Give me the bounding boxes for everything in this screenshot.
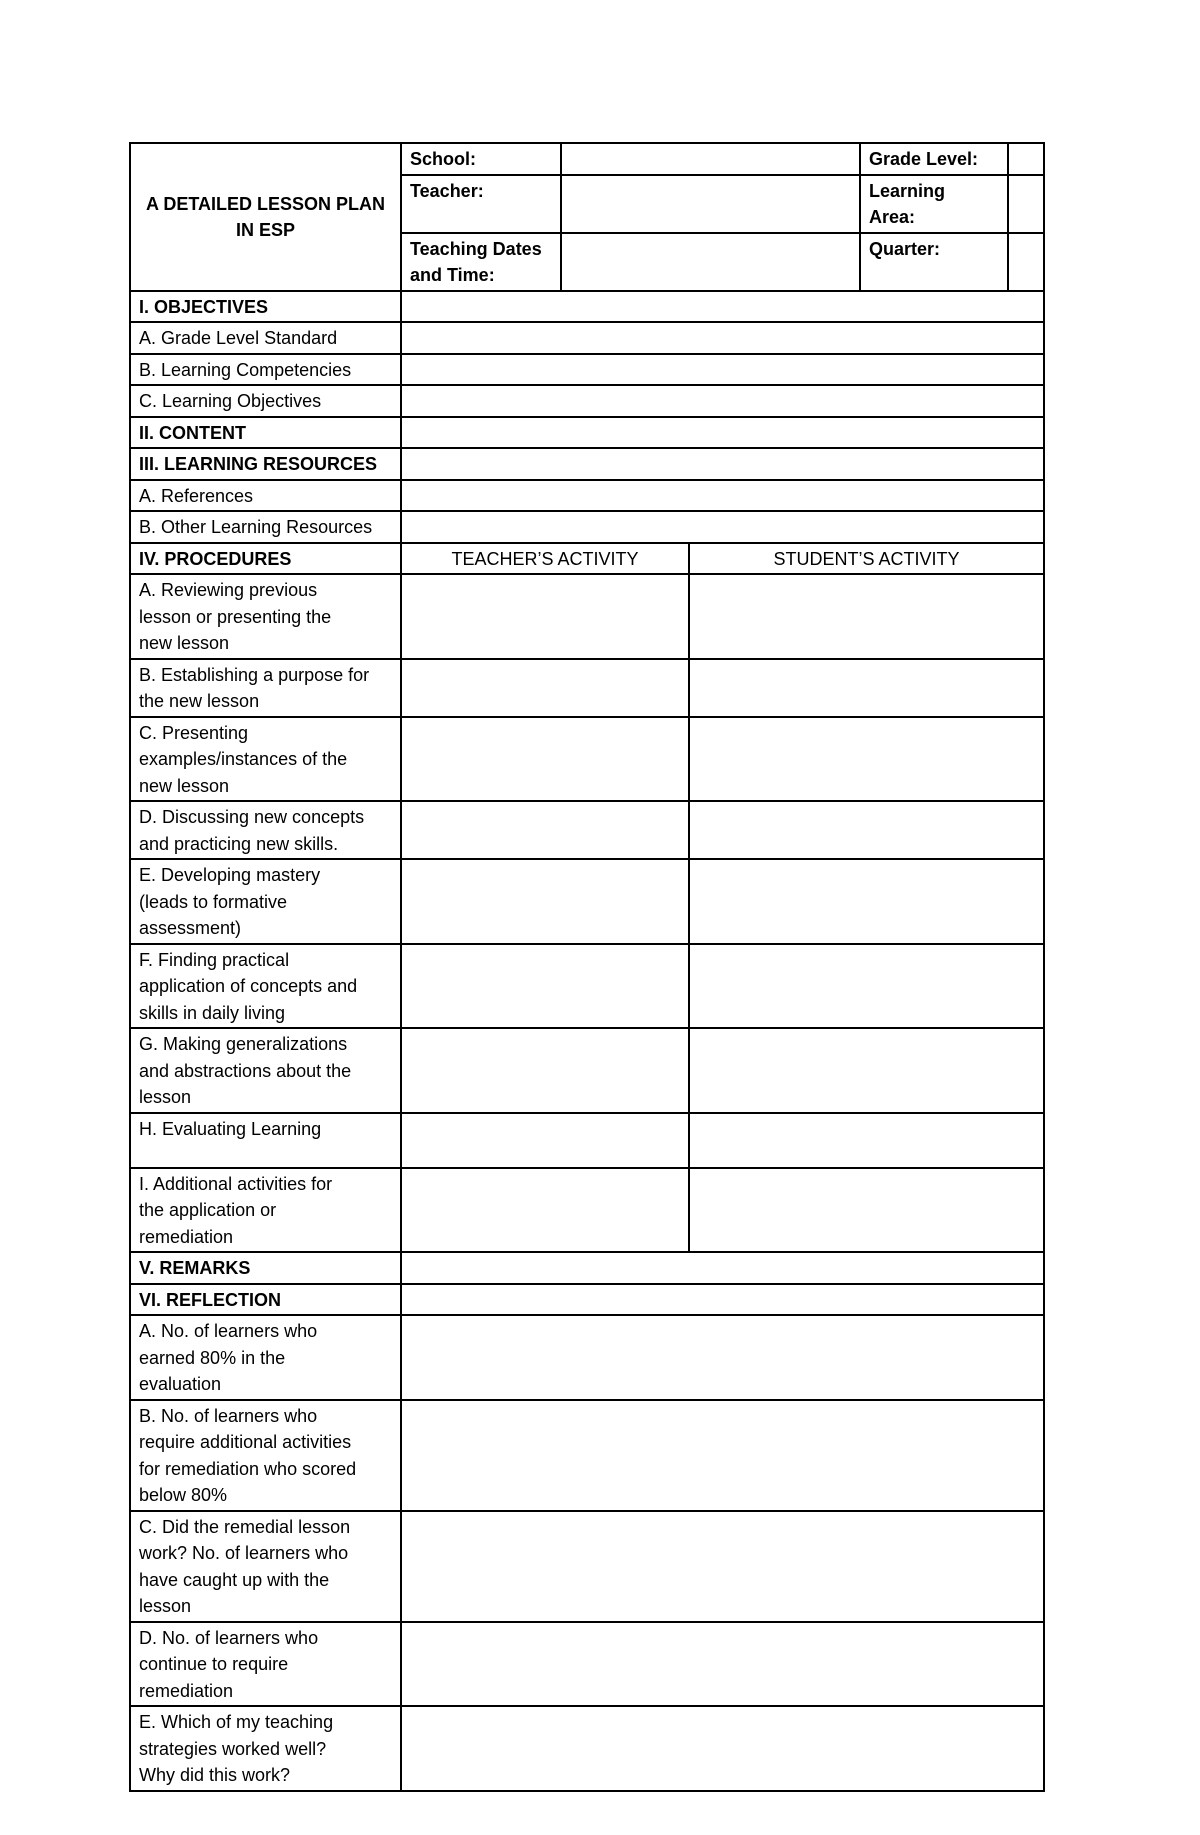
procedure-line: E. Developing mastery (139, 865, 321, 885)
reflection-item (130, 1315, 401, 1400)
reflection-line: below 80% (139, 1485, 228, 1505)
other-resources-field[interactable] (401, 511, 1044, 543)
reflection-answer-cell[interactable] (401, 1511, 1044, 1622)
resources-heading: III. LEARNING RESOURCES (130, 448, 401, 480)
reflection-line: work? No. of learners who (139, 1543, 349, 1563)
procedure-line: application of concepts and (139, 976, 358, 996)
reflection-field[interactable] (401, 1284, 1044, 1316)
procedure-line: (leads to formative (139, 891, 288, 912)
student-activity-cell[interactable] (689, 717, 1044, 802)
reflection-line: for remediation who scored (139, 1458, 357, 1479)
reflection-line: A. No. of learners who (139, 1321, 318, 1341)
resource-item: B. Other Learning Resources (130, 511, 401, 543)
procedure-item (130, 944, 401, 1029)
learning-area-label-line2: Area: (869, 207, 916, 227)
resources-field[interactable] (401, 448, 1044, 480)
procedure-line: H. Evaluating Learning (139, 1118, 322, 1139)
reflection-line: C. Did the remedial lesson (139, 1516, 351, 1537)
student-activity-header: STUDENT’S ACTIVITY (689, 543, 1044, 575)
objectives-field[interactable] (401, 291, 1044, 323)
learning-area-label (860, 175, 1008, 233)
student-activity-cell[interactable] (689, 944, 1044, 1029)
procedure-line: A. Reviewing previous (139, 580, 318, 600)
teacher-activity-cell[interactable] (401, 659, 689, 717)
school-label: School: (401, 143, 561, 175)
reflection-line: evaluation (139, 1374, 222, 1394)
plan-title (130, 143, 401, 291)
procedure-line: lesson (139, 1087, 192, 1107)
procedure-line: the application or (139, 1200, 277, 1220)
reflection-answer-cell[interactable] (401, 1400, 1044, 1511)
reflection-line: lesson (139, 1596, 192, 1616)
procedure-line: new lesson (139, 633, 230, 653)
procedure-line: and abstractions about the (139, 1060, 352, 1081)
teacher-activity-cell[interactable] (401, 859, 689, 944)
student-activity-cell[interactable] (689, 1028, 1044, 1113)
procedure-line: and practicing new skills. (139, 833, 339, 854)
procedure-line: assessment) (139, 918, 242, 938)
objective-item: B. Learning Competencies (130, 354, 401, 386)
reflection-line: earned 80% in the (139, 1347, 286, 1368)
teaching-dates-label (401, 233, 561, 291)
reflection-line: E. Which of my teaching (139, 1712, 334, 1732)
procedure-line: skills in daily living (139, 1002, 286, 1023)
student-activity-cell[interactable] (689, 574, 1044, 659)
student-activity-cell[interactable] (689, 1168, 1044, 1253)
teacher-field[interactable] (561, 175, 860, 233)
learning-competencies-field[interactable] (401, 354, 1044, 386)
procedures-heading: IV. PROCEDURES (130, 543, 401, 575)
references-field[interactable] (401, 480, 1044, 512)
reflection-item (130, 1706, 401, 1791)
teaching-dates-label-line1: Teaching Dates (410, 238, 542, 259)
teacher-label: Teacher: (401, 175, 561, 233)
procedure-line: lesson or presenting the (139, 606, 332, 627)
procedure-item (130, 1168, 401, 1253)
grade-level-standard-field[interactable] (401, 322, 1044, 354)
quarter-label: Quarter: (860, 233, 1008, 291)
content-heading: II. CONTENT (130, 417, 401, 449)
teacher-activity-header: TEACHER’S ACTIVITY (401, 543, 689, 575)
procedure-line: F. Finding practical (139, 949, 290, 970)
lesson-plan-table (129, 142, 1045, 1792)
reflection-answer-cell[interactable] (401, 1622, 1044, 1707)
learning-area-label-line1: Learning (869, 180, 946, 201)
procedure-item (130, 1113, 401, 1168)
reflection-line: Why did this work? (139, 1765, 291, 1785)
student-activity-cell[interactable] (689, 801, 1044, 859)
objective-item: C. Learning Objectives (130, 385, 401, 417)
quarter-field[interactable] (1008, 233, 1044, 291)
grade-level-label: Grade Level: (860, 143, 1008, 175)
teaching-dates-label-line2: and Time: (410, 265, 495, 285)
procedure-line: D. Discussing new concepts (139, 807, 365, 827)
learning-area-field[interactable] (1008, 175, 1044, 233)
remarks-field[interactable] (401, 1252, 1044, 1284)
teacher-activity-cell[interactable] (401, 717, 689, 802)
plan-title-line1: A DETAILED LESSON PLAN (145, 193, 385, 214)
procedure-line: G. Making generalizations (139, 1034, 348, 1054)
student-activity-cell[interactable] (689, 859, 1044, 944)
reflection-line: D. No. of learners who (139, 1627, 319, 1648)
reflection-answer-cell[interactable] (401, 1315, 1044, 1400)
resource-item: A. References (130, 480, 401, 512)
procedure-line: C. Presenting (139, 722, 249, 743)
procedure-line: the new lesson (139, 691, 260, 711)
procedure-item (130, 659, 401, 717)
remarks-heading: V. REMARKS (130, 1252, 401, 1284)
school-field[interactable] (561, 143, 860, 175)
reflection-line: require additional activities (139, 1432, 352, 1452)
teacher-activity-cell[interactable] (401, 801, 689, 859)
lesson-plan-sheet (129, 142, 1043, 1785)
student-activity-cell[interactable] (689, 659, 1044, 717)
procedure-line: B. Establishing a purpose for (139, 664, 370, 685)
procedure-item (130, 717, 401, 802)
procedure-line: new lesson (139, 775, 230, 796)
reflection-item (130, 1622, 401, 1707)
procedure-item (130, 1028, 401, 1113)
reflection-heading: VI. REFLECTION (130, 1284, 401, 1316)
teacher-activity-cell[interactable] (401, 1028, 689, 1113)
student-activity-cell[interactable] (689, 1113, 1044, 1168)
procedure-item (130, 574, 401, 659)
teaching-dates-field[interactable] (561, 233, 860, 291)
reflection-line: have caught up with the (139, 1569, 330, 1590)
objective-item: A. Grade Level Standard (130, 322, 401, 354)
reflection-line: continue to require (139, 1654, 289, 1674)
learning-objectives-field[interactable] (401, 385, 1044, 417)
plan-title-line2: IN ESP (235, 220, 296, 241)
content-field[interactable] (401, 417, 1044, 449)
reflection-line: B. No. of learners who (139, 1405, 318, 1426)
teacher-activity-cell[interactable] (401, 574, 689, 659)
grade-level-field[interactable] (1008, 143, 1044, 175)
procedure-line: I. Additional activities for (139, 1173, 333, 1194)
teacher-activity-cell[interactable] (401, 944, 689, 1029)
procedure-item (130, 801, 401, 859)
reflection-answer-cell[interactable] (401, 1706, 1044, 1791)
reflection-item (130, 1400, 401, 1511)
procedure-line: examples/instances of the (139, 749, 348, 769)
teacher-activity-cell[interactable] (401, 1113, 689, 1168)
objectives-heading: I. OBJECTIVES (130, 291, 401, 323)
reflection-line: remediation (139, 1680, 234, 1701)
teacher-activity-cell[interactable] (401, 1168, 689, 1253)
procedure-item (130, 859, 401, 944)
reflection-line: strategies worked well? (139, 1738, 327, 1759)
procedure-line: remediation (139, 1226, 234, 1247)
reflection-item (130, 1511, 401, 1622)
